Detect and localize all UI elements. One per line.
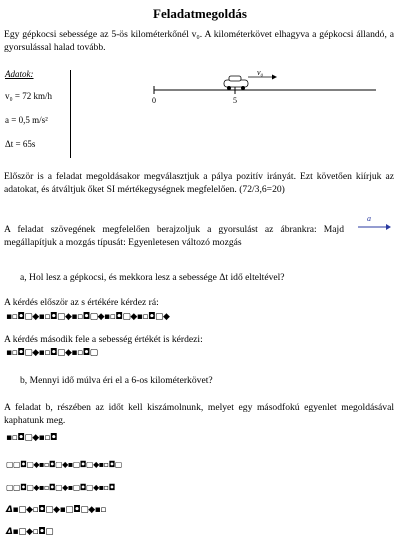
given-header: Adatok: [5, 69, 34, 79]
formula-discriminant-result: Δ▪▢◆▫◘▢ [6, 527, 54, 537]
given-line: Δt = 65s [5, 139, 36, 149]
divider-line [70, 70, 71, 158]
paragraph-direction: Először is a feladat megoldásakor megválasztjuk a pálya pozitív irányát. Ezt követően kiírjuk az adatokat, és átváltjuk őket SI mértékegységnek megfelelően. (72/3,6=20) [4, 171, 394, 195]
v0-label: v₀ [257, 68, 264, 77]
given-line: v₀ = 72 km/h [5, 91, 52, 101]
acceleration-arrow [356, 212, 396, 234]
paragraph-acceleration: A feladat szövegének megfelelően berajzoljuk a gyorsulást az ábrankra: Majd megállapítjuk a mozgás típusát: Egyenletesen változó mozgás [4, 224, 344, 248]
formula-equation-2: ▢▢◘▢◆▪▫◘▢◆▪▢◘▢◆▪▫◘▢ [6, 460, 122, 469]
accel-label: a [367, 214, 371, 223]
intro-paragraph: Egy gépkocsi sebessége az 5-ös kilométerkőnél v₀. A kilométerkövet elhagyva a gépkocsi állandó, a gyorsulással halad tovább. [4, 29, 394, 53]
formula-distance: ▪▫◘▢◆▪▫◘▢◆▪▫◘▢◆▪▫◘▢◆▪▫◘▢◆ [6, 312, 170, 322]
tick-5-label: 5 [233, 96, 237, 105]
tick-0-label: 0 [152, 96, 156, 105]
formula-equation-1: ▪▫◘▢◆▪▫◘ [6, 433, 57, 443]
formula-discriminant: Δ▪▢◆▫◘▢◆▪▢◘▢◆▪▫ [6, 505, 106, 515]
formula-velocity: ▪▫◘▢◆▪▫◘▢◆▪▫◘▢ [6, 348, 98, 358]
paragraph-part-b: A feladat b, részében az időt kell kiszámolnunk, melyet egy másodfokú egyenlet megoldásával kaphatunk meg. [4, 402, 394, 426]
question-a: a, Hol lesz a gépkocsi, és mekkora lesz a sebessége Δt idő elteltével? [20, 272, 285, 283]
paragraph-first-part: A kérdés először az s értékére kérdez rá: [4, 297, 159, 308]
formula-equation-3: ▢▢◘▢◆▪▫◘▢◆▪▢◘▢◆▪▫◘ [6, 483, 115, 492]
page-title: Feladatmegoldás [153, 6, 247, 21]
motion-diagram [140, 68, 380, 108]
car-icon [224, 76, 248, 90]
question-b: b, Mennyi idő múlva éri el a 6-os kilométerkövet? [20, 375, 213, 386]
paragraph-second-part: A kérdés második fele a sebesség értékét is kérdezi: [4, 334, 203, 345]
given-line: a = 0,5 m/s² [5, 115, 48, 125]
given-data [5, 68, 60, 150]
